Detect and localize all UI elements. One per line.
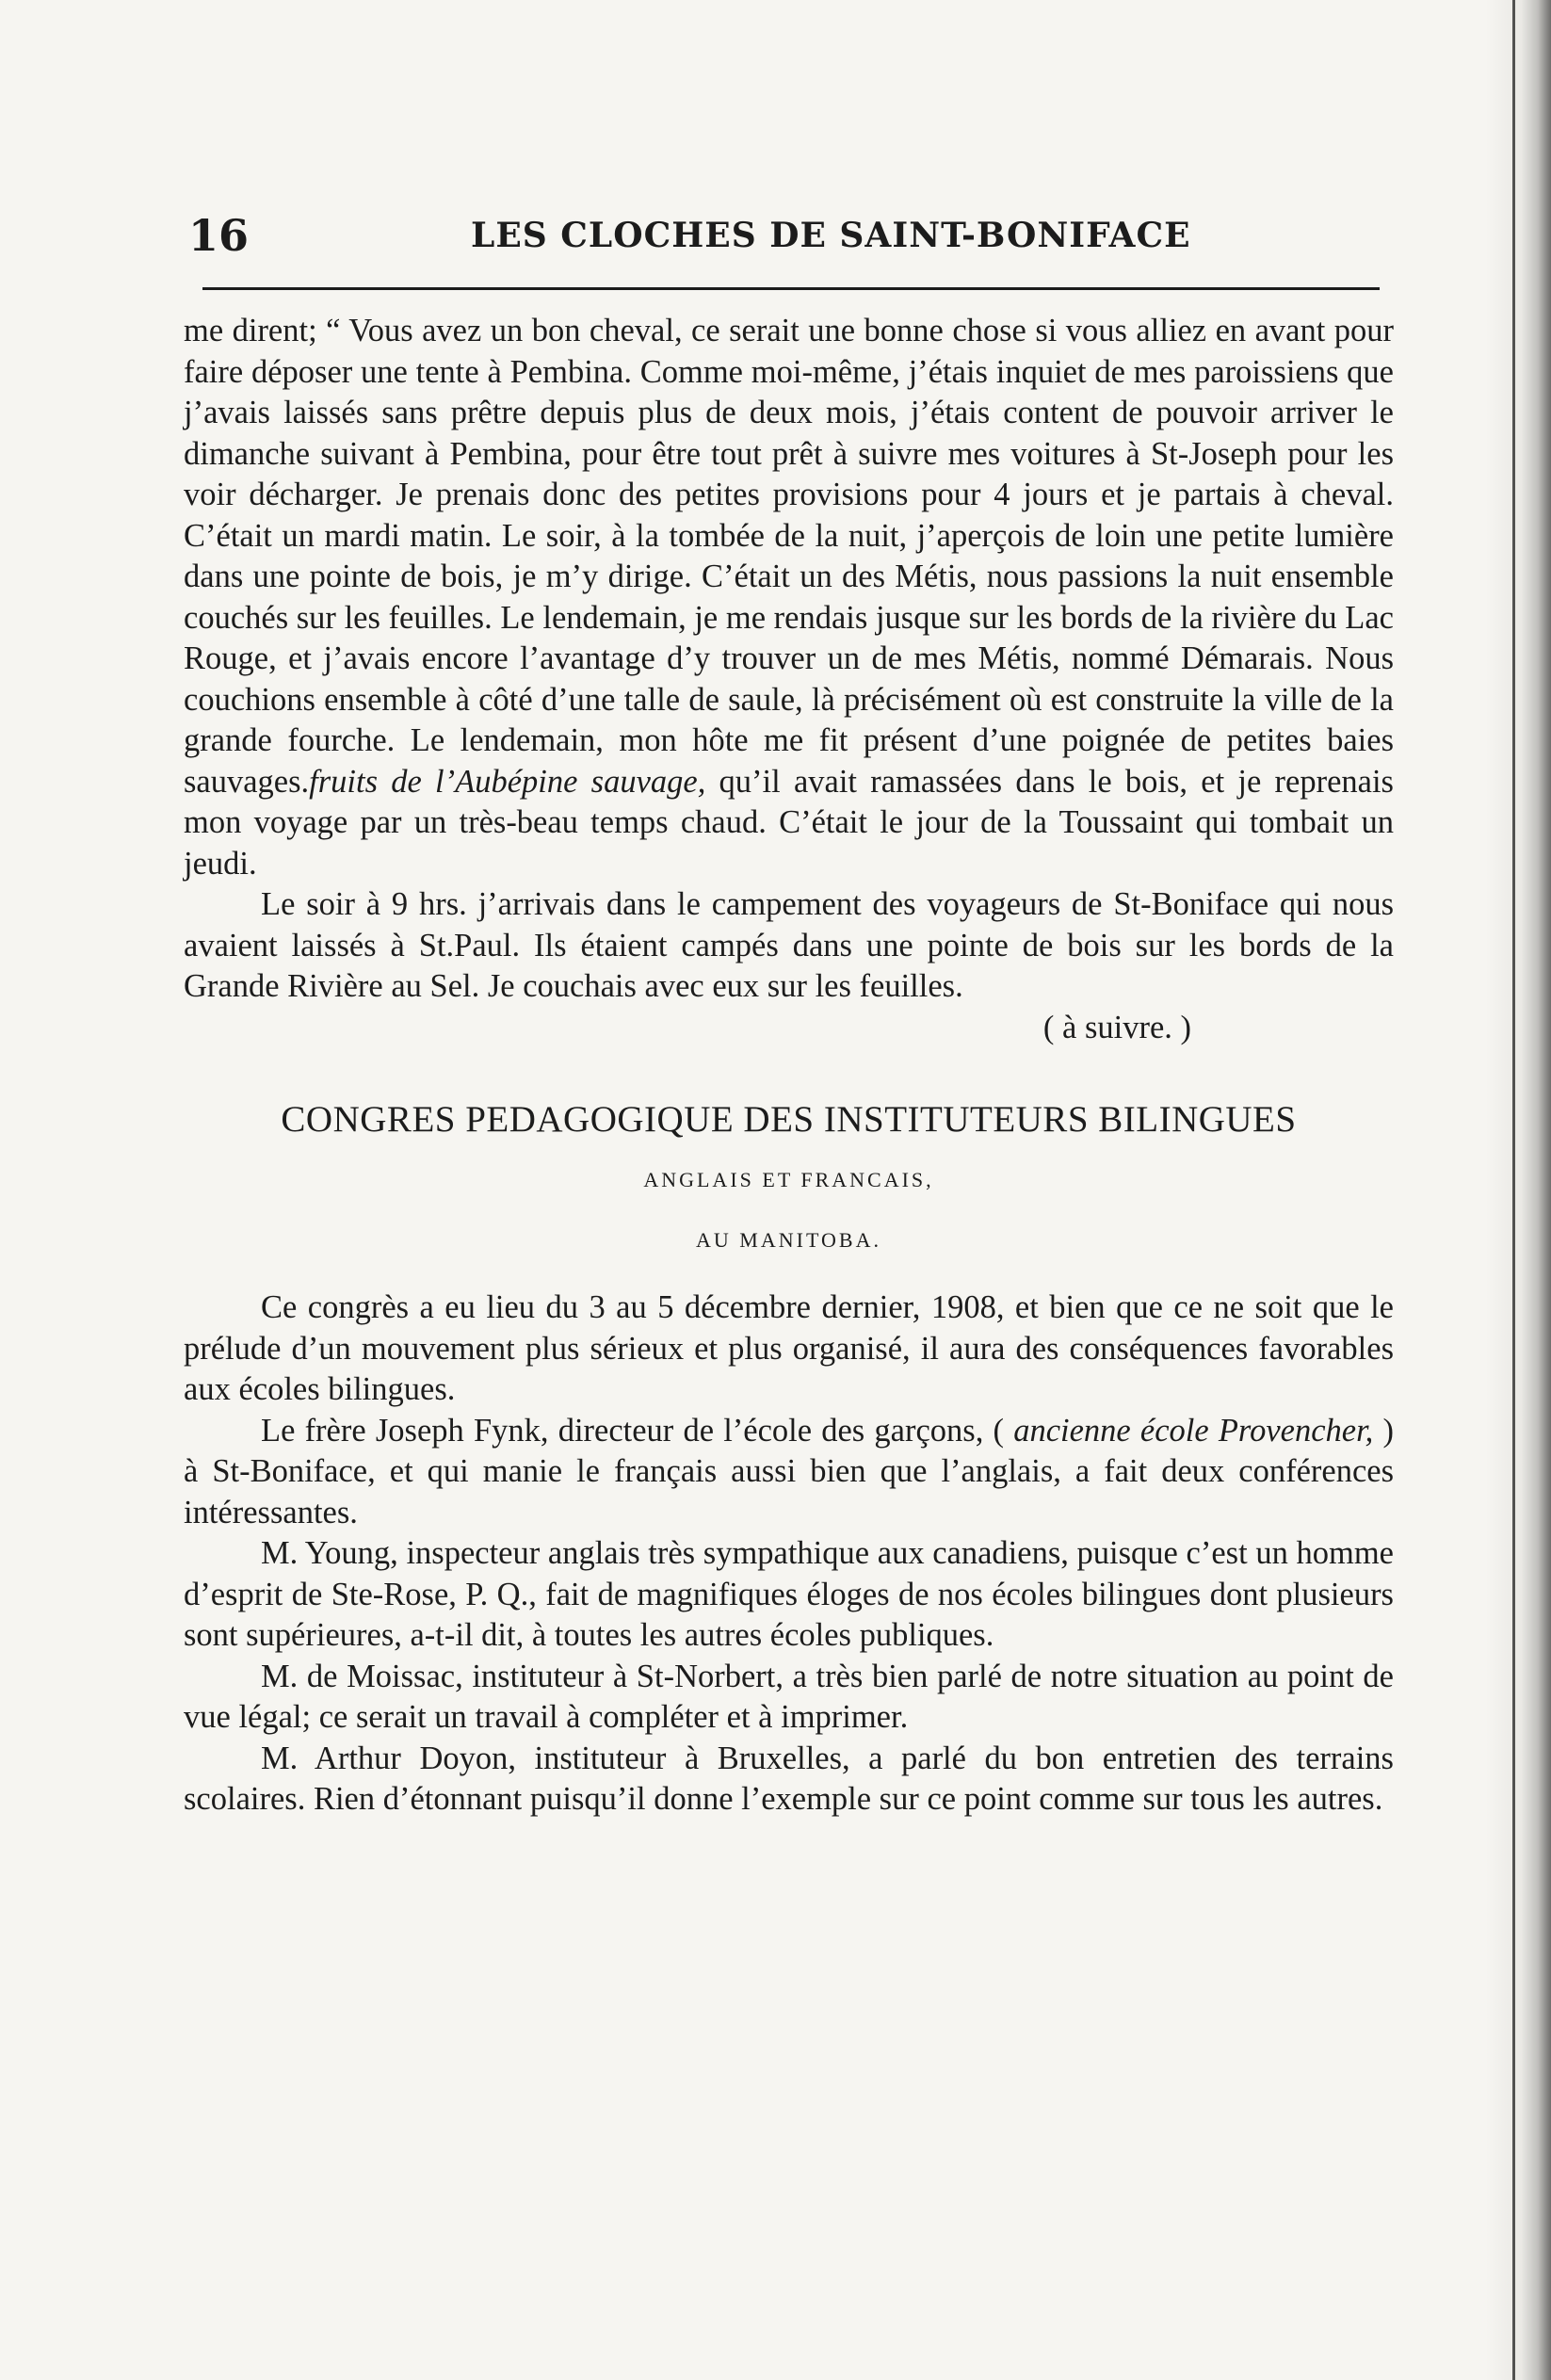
article-text: Le frère Joseph Fynk, directeur de l’école des garçons, ( xyxy=(261,1412,1014,1449)
article-text: ) à St-Boniface, et qui manie le français aussi bien que l’anglais, a fait deux conférences intéressantes. xyxy=(184,1412,1394,1530)
article-title: CONGRES PEDAGOGIQUE DES INSTITUTEURS BILINGUES xyxy=(281,1099,1297,1140)
article-paragraph-4: M. de Moissac, instituteur à St-Norbert, a très bien parlé de notre situation au point de vue légal; ce serait un travail à compléter et à imprimer. xyxy=(184,1658,1394,1735)
article-paragraph-2 xyxy=(184,1411,1394,1534)
to-be-continued: ( à suivre. ) xyxy=(1042,1009,1191,1045)
italic-phrase: ancienne école Provencher, xyxy=(1013,1412,1374,1449)
page-body xyxy=(184,311,1394,1821)
page-number: 16 xyxy=(188,210,250,261)
page-header xyxy=(188,198,1384,273)
page-edge-line xyxy=(1512,0,1515,2380)
article-paragraph-5: M. Arthur Doyon, instituteur à Bruxelles, a parlé du bon entretien des terrains scolaires. Rien d’étonnant puisqu’il donne l’exemple sur ce point comme sur tous les autres. xyxy=(184,1740,1394,1817)
narrative-text: qu’il avait ramassées dans le bois, et je reprenais mon voyage par un très-beau temps chaud. C’était le jour de la Toussaint qui tombait un jeudi. xyxy=(184,763,1394,882)
narrative-text: me dirent; “ Vous avez un bon cheval, ce serait une bonne chose si vous alliez en avant pour faire déposer une tente à Pembina. Comme moi-même, j’étais inquiet de mes paroissiens que j’avais laissés sans prêtre depuis plus de deux mois, j’étais content de pouvoir arriver le dimanche suivant à Pembina, pour être tout prêt à suivre mes voitures à St-Joseph pour les voir décharger. Je prenais donc des petites provisions pour 4 jours et je partais à cheval. C’était un mardi matin. Le soir, à la tombée de la nuit, j’aperçois de loin une petite lumière dans une pointe de bois, je m’y dirige. C’était un des Métis, nous passions la nuit ensemble couchés sur les feuilles. Le lendemain, je me rendais jusque sur les bords de la rivière du Lac Rouge, et j’avais encore l’avantage d’y trouver un de mes Métis, nommé Démarais. Nous couchions ensemble à côté d’une talle de saule, là précisément où est construite la ville de la grande fourche. Le lendemain, mon hôte me fit présent d’une poignée de petites baies sauvages. xyxy=(184,313,1394,800)
narrative-paragraph-1 xyxy=(184,311,1394,884)
page-edge-shadow xyxy=(1485,0,1551,2380)
spacer xyxy=(184,1261,1394,1287)
article-subtitle: ANGLAIS ET FRANCAIS, xyxy=(643,1168,934,1191)
narrative-paragraph-2: Le soir à 9 hrs. j’arrivais dans le campement des voyageurs de St-Boniface qui nous avaient laissés à St.Paul. Ils étaient campés dans une pointe de bois sur les bords de la Grande Rivière au Sel. Je couchais avec eux sur les feuilles. xyxy=(184,886,1394,1004)
header-rule xyxy=(202,287,1380,290)
article-paragraph-3: M. Young, inspecteur anglais très sympathique aux canadiens, puisque c’est un homme d’esprit de Ste-Rose, P. Q., fait de magnifiques éloges de nos écoles bilingues dont plusieurs sont supérieures, a-t-il dit, à toutes les autres écoles publiques. xyxy=(184,1535,1394,1653)
running-title: LES CLOCHES DE SAINT-BONIFACE xyxy=(471,216,1191,255)
italic-phrase: fruits de l’Aubépine sauvage, xyxy=(309,763,706,800)
article-location: AU MANITOBA. xyxy=(696,1228,881,1252)
article-paragraph-1: Ce congrès a eu lieu du 3 au 5 décembre dernier, 1908, et bien que ce ne soit que le prélude d’un mouvement plus sérieux et plus organisé, il aura des conséquences favorables aux écoles bilingues. xyxy=(184,1289,1394,1407)
